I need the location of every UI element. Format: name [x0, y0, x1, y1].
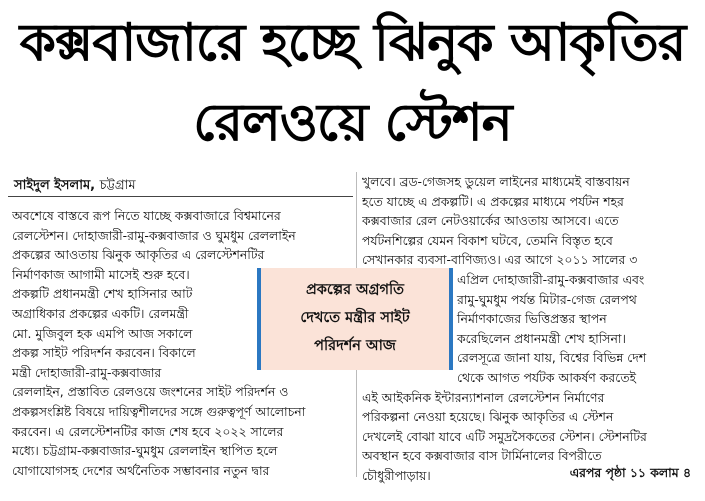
column1-line: মধ্যে। চট্টগ্রাম-কক্সবাজার-ঘুমধুম রেললাইন স্থাপিত হলে: [12, 443, 278, 459]
column2-line: হতে যাচ্ছে এ প্রকল্পটি। এ প্রকল্পের মাধ্যমে পর্যটন শহর: [362, 193, 624, 209]
byline-place: চট্টগ্রাম: [99, 178, 136, 193]
pull-quote-line: পরিদর্শন আজ: [314, 338, 396, 354]
column1-line: নির্মাণকাজ আগামী মাসেই শুরু হবে।: [12, 266, 190, 282]
column2-line: চৌধুরীপাড়ায়।: [362, 467, 431, 483]
column2-line: নির্মাণকাজের ভিত্তিপ্রস্তর স্থাপন: [457, 311, 607, 327]
column2-line: অবস্থান হবে কক্সবাজার বাস টার্মিনালের বিপরীতে: [362, 448, 602, 464]
column2-line: পর্যটনশিল্পের যেমন বিকাশ ঘটবে, তেমনি বিস্তৃত হবে: [362, 232, 613, 248]
column1-line: মো. মুজিবুল হক এমপি আজ সকালে: [12, 325, 193, 341]
headline-line-1: কক্সবাজারে হচ্ছে ঝিনুক আকৃতির: [19, 13, 686, 73]
column1-line: অবশেষে বাস্তবে রূপ নিতে যাচ্ছে কক্সবাজারে বিশ্বমানের: [12, 208, 281, 223]
column2-line: খুলবে। ব্রড-গেজসহ ডুয়েল লাইনের মাধ্যমেই বাস্তবায়ন: [362, 174, 630, 189]
column1-line: করবেন। এ রেলস্টেশনটির কাজ শেষ হবে ২০২২ সালের: [12, 423, 284, 439]
column2-line: রেলসূত্রে জানা যায়, বিশ্বের বিভিন্ন দেশ: [457, 350, 647, 366]
column2-line: করেছিলেন প্রধানমন্ত্রী শেখ হাসিনা।: [457, 330, 626, 346]
column2-line: এই আইকনিক ইন্টারন্যাশনাল রেলস্টেশন নির্মাণের: [362, 389, 605, 405]
column2-line: পরিকল্পনা নেওয়া হয়েছে। ঝিনুক আকৃতির এ স্টেশন: [362, 409, 614, 425]
pull-quote-line: প্রকল্পের অগ্রগতি: [305, 282, 405, 298]
headline-line-2: রেলওয়ে স্টেশন: [193, 93, 512, 153]
column2-line: থেকে আগত পর্যটক আকর্ষণ করতেই: [457, 369, 636, 385]
pull-quote-box: [257, 268, 453, 370]
column2-line: দেখলেই বোঝা যাবে এটি সমুদ্রসৈকতের স্টেশন। স্টেশনটির: [362, 428, 647, 444]
byline-rule: [8, 196, 353, 197]
column2-line: রামু-ঘুমধুম পর্যন্ত মিটার-গেজ রেলপথ: [457, 291, 637, 307]
column1-line: প্রকল্পের আওতায় ঝিনুক আকৃতির এ রেলস্টেশনটির: [12, 247, 265, 263]
column1-line: যোগাযোগসহ দেশের অর্থনৈতিক সম্ভাবনার নতুন দ্বার: [12, 462, 270, 478]
column1-line: প্রকল্পটি প্রধানমন্ত্রী শেখ হাসিনার আট: [12, 286, 193, 302]
continued-on-page: এরপর পৃষ্ঠা ১১ কলাম ৪: [569, 465, 691, 480]
byline: [14, 176, 136, 197]
column1-line: অগ্রাধিকার প্রকল্পের একটি। রেলমন্ত্রী: [12, 305, 189, 321]
column1-line: প্রকল্প সাইট পরিদর্শন করবেন। বিকালে: [12, 345, 196, 361]
pull-quote-line: দেখতে মন্ত্রীর সাইট: [300, 310, 410, 326]
column1-line: প্রকল্পসংশ্লিষ্ট বিষয়ে দায়িত্বশীলদের সঙ্গে গুরুত্বপূর্ণ আলোচনা: [12, 403, 306, 419]
column2-line: সেখানকার ব্যবসা-বাণিজ্যও। এর আগে ২০১১ সালের ৩: [362, 252, 638, 268]
column1-line: মন্ত্রী দোহাজারী-রামু-কক্সবাজার: [12, 364, 162, 380]
column1-line: রেললাইন, প্রস্তাবিত রেলওয়ে জংশনের সাইট পরিদর্শন ও: [12, 384, 289, 400]
byline-author: সাইদুল ইসলাম,: [14, 178, 96, 193]
column2-line: কক্সবাজার রেল নেটওয়ার্কের আওতায় আসবে। এতে: [362, 213, 619, 229]
column1-line: রেলস্টেশন। দোহাজারী-রামু-কক্সবাজার ও ঘুমধুম রেললাইন: [12, 227, 296, 243]
column2-line: এপ্রিল দোহাজারী-রামু-কক্সবাজার এবং: [457, 271, 645, 287]
